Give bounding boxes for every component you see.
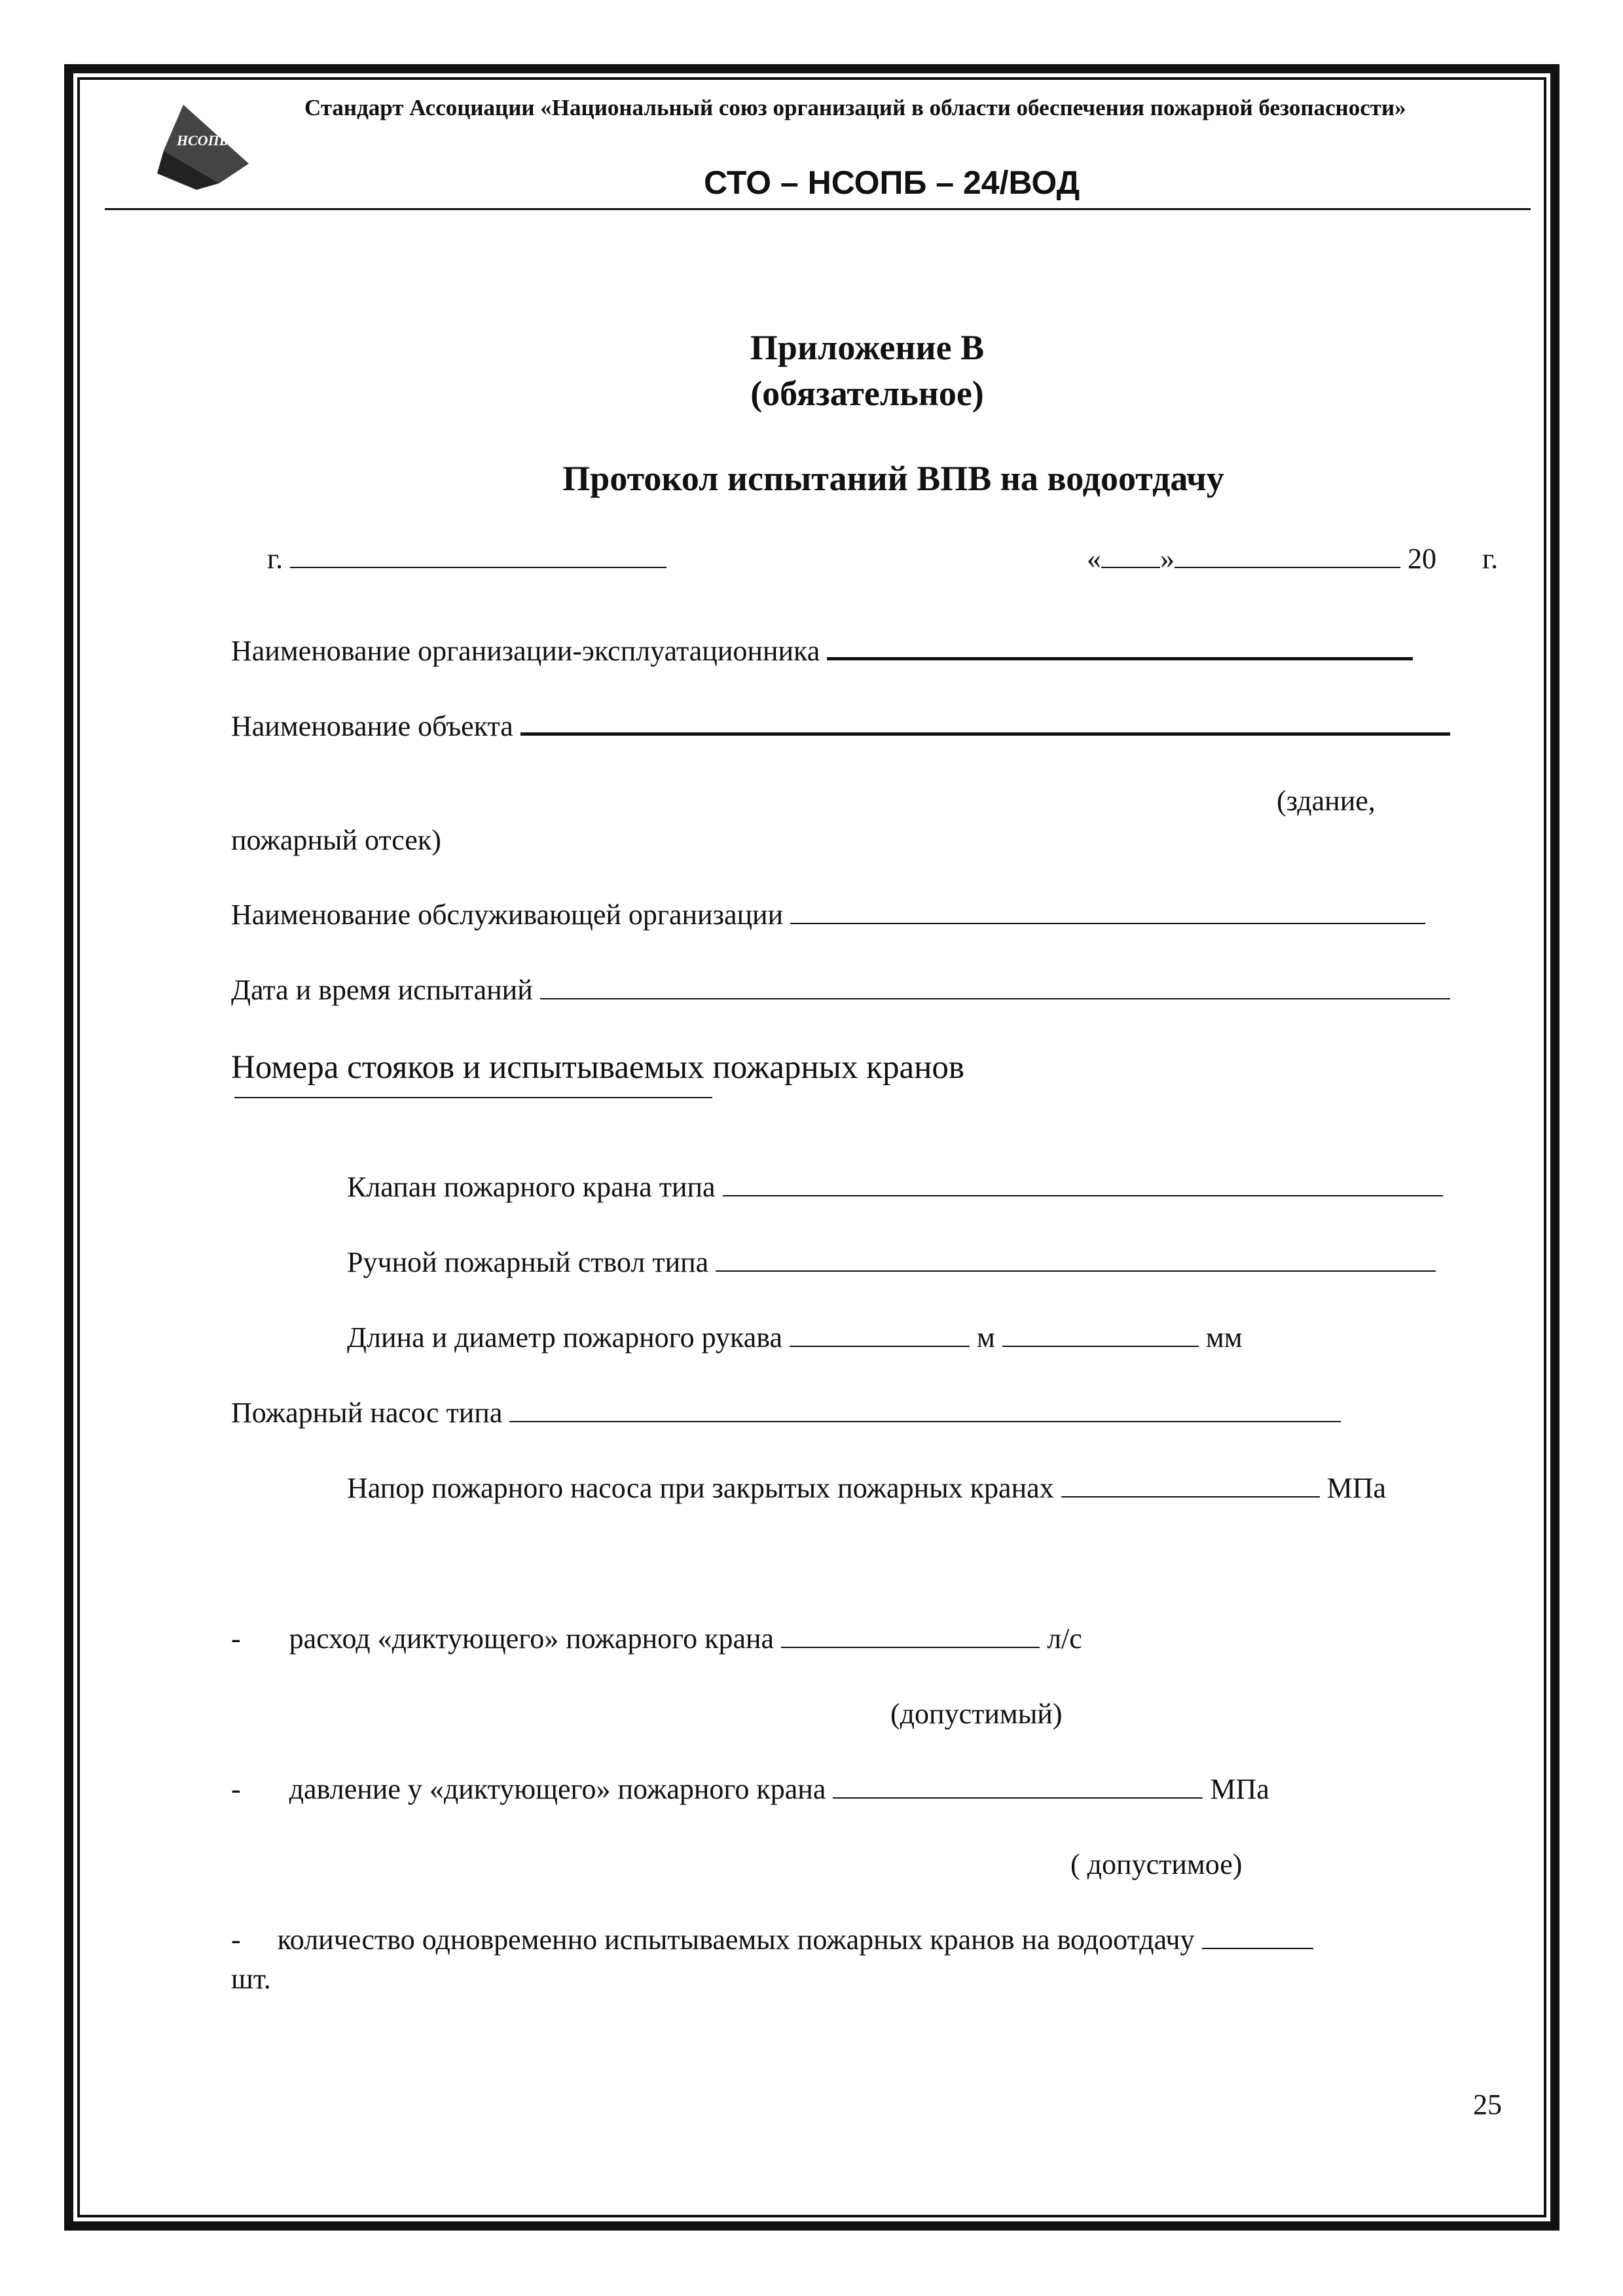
pump-type-field[interactable]	[509, 1397, 1341, 1422]
hose-length-field[interactable]	[790, 1322, 970, 1347]
operator-org-label: Наименование организации-эксплуатационника	[231, 635, 820, 667]
year-prefix: 20	[1408, 543, 1436, 575]
pressure-label: давление у «диктующего» пожарного крана	[289, 1773, 826, 1805]
service-org-label: Наименование обслуживающей организации	[231, 899, 784, 931]
pressure-hint: ( допустимое)	[1070, 1848, 1243, 1880]
year-suffix: г.	[1482, 543, 1499, 575]
header-rule	[105, 208, 1531, 210]
valve-type-row	[347, 1170, 1443, 1204]
svg-text:НСОПБ: НСОПБ	[177, 132, 228, 149]
city-row	[267, 542, 666, 575]
operator-org-row	[231, 634, 1413, 668]
day-field[interactable]	[1101, 543, 1160, 568]
header-association: Стандарт Ассоциации «Национальный союз организаций в области обеспечения пожарной безопасности»	[304, 95, 1406, 120]
pump-head-row	[347, 1471, 1386, 1505]
object-hint-2: пожарный отсек)	[231, 824, 441, 856]
flow-rate-hint: (допустимый)	[890, 1698, 1063, 1730]
nozzle-type-field[interactable]	[716, 1247, 1436, 1272]
object-name-row	[231, 709, 1450, 743]
city-field[interactable]	[290, 543, 666, 568]
valve-type-field[interactable]	[723, 1172, 1443, 1196]
unit-m: м	[977, 1321, 995, 1354]
flow-rate-dash: -	[231, 1623, 241, 1655]
hose-label: Длина и диаметр пожарного рукава	[347, 1321, 783, 1354]
month-field[interactable]	[1175, 543, 1400, 568]
protocol-title: Протокол испытаний ВПВ на водоотдачу	[562, 459, 1224, 498]
page-number: 25	[1473, 2089, 1502, 2121]
date-row	[1087, 542, 1498, 575]
appendix-status: (обязательное)	[750, 374, 984, 413]
flow-rate-unit: л/с	[1047, 1623, 1082, 1655]
unit-mm: мм	[1205, 1321, 1243, 1354]
hose-row	[347, 1321, 1243, 1354]
object-name-field[interactable]	[520, 709, 1450, 736]
quantity-unit: шт.	[231, 1963, 271, 1995]
operator-org-field[interactable]	[827, 634, 1413, 660]
pressure-dash: -	[231, 1773, 241, 1805]
flow-rate-row	[231, 1622, 1082, 1655]
appendix-title: Приложение В	[750, 328, 985, 367]
pump-head-unit: МПа	[1326, 1472, 1387, 1504]
date-close-quote: »	[1160, 543, 1175, 575]
valve-type-label: Клапан пожарного крана типа	[347, 1171, 716, 1203]
service-org-row	[231, 898, 1425, 931]
test-datetime-label: Дата и время испытаний	[231, 974, 533, 1006]
pump-type-label: Пожарный насос типа	[231, 1397, 503, 1429]
risers-hydrants-label: Номера стояков и испытываемых пожарных кранов	[231, 1049, 964, 1086]
object-hint-1: (здание,	[1277, 785, 1376, 817]
test-datetime-field[interactable]	[540, 975, 1450, 999]
pump-head-field[interactable]	[1061, 1473, 1320, 1498]
nozzle-type-label: Ручной пожарный ствол типа	[347, 1246, 709, 1278]
pressure-row	[231, 1772, 1269, 1806]
quantity-row	[231, 1923, 1313, 1956]
quantity-dash: -	[231, 1924, 241, 1956]
pump-type-row	[231, 1396, 1341, 1429]
nozzle-type-row	[347, 1246, 1436, 1279]
pressure-field[interactable]	[833, 1774, 1203, 1799]
test-datetime-row	[231, 973, 1450, 1007]
service-org-field[interactable]	[790, 899, 1425, 924]
date-open-quote: «	[1087, 543, 1101, 575]
nsopb-logo	[157, 105, 249, 190]
quantity-label: количество одновременно испытываемых пожарных кранов на водоотдачу	[277, 1924, 1195, 1956]
city-prefix: г.	[267, 543, 283, 575]
risers-hydrants-field[interactable]	[234, 1097, 712, 1098]
pump-head-label: Напор пожарного насоса при закрытых пожарных кранах	[347, 1472, 1054, 1504]
quantity-field[interactable]	[1202, 1924, 1313, 1949]
pressure-unit: МПа	[1210, 1773, 1269, 1805]
hose-diameter-field[interactable]	[1002, 1322, 1199, 1347]
object-name-label: Наименование объекта	[231, 710, 513, 742]
flow-rate-label: расход «диктующего» пожарного крана	[289, 1623, 775, 1655]
document-code: СТО – НСОПБ – 24/ВОД	[704, 164, 1080, 201]
flow-rate-field[interactable]	[781, 1623, 1040, 1648]
